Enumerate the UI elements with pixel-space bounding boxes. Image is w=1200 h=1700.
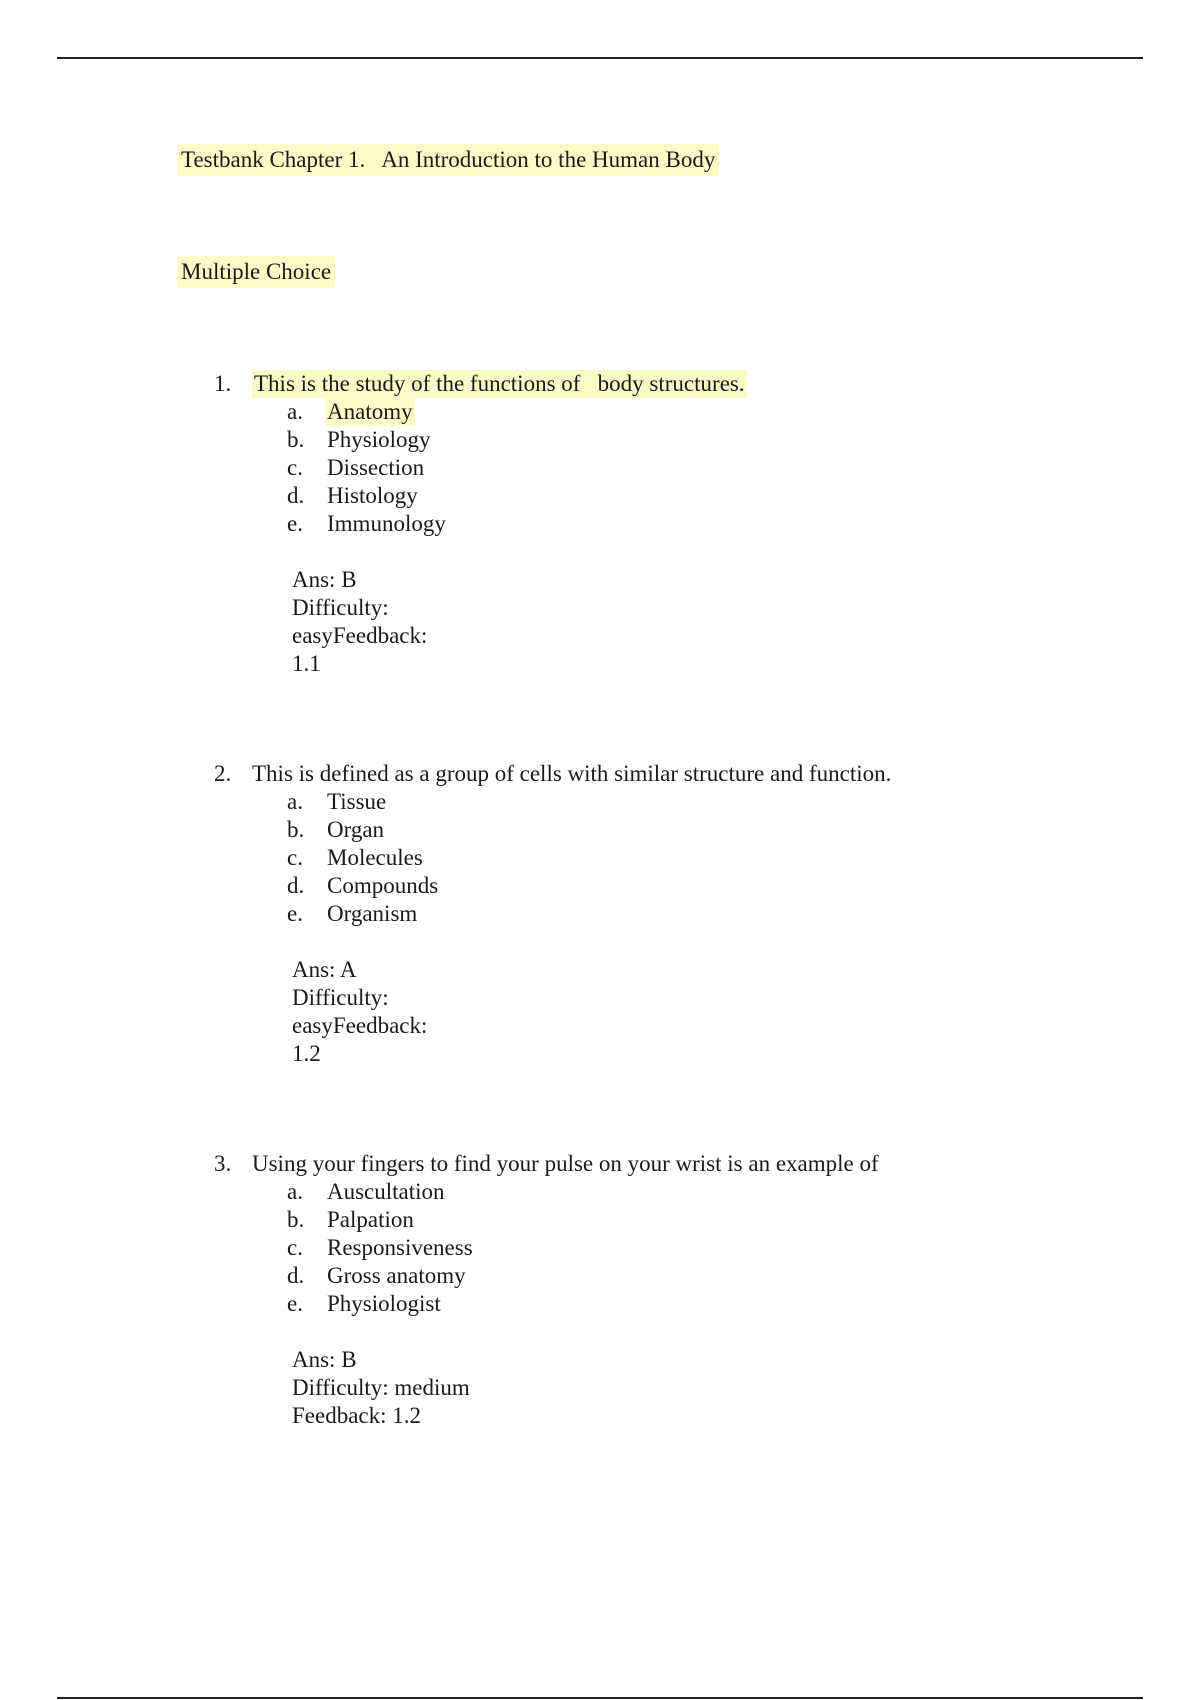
option-text: Anatomy [327, 399, 413, 424]
option-letter: a. [287, 789, 303, 814]
option-letter: e. [287, 901, 303, 926]
option-text: Histology [327, 483, 418, 508]
feedback-label: Feedback: 1.2 [292, 1403, 422, 1428]
question-text: Using your fingers to find your pulse on your wrist is an example of [252, 1151, 879, 1176]
question-number: 2. [214, 761, 232, 786]
difficulty-label: Difficulty: [292, 595, 389, 620]
question-2 [0, 760, 1200, 1068]
option-b [0, 816, 1200, 844]
option-a [0, 398, 1200, 426]
feedback-value: 1.1 [292, 651, 321, 676]
option-d [0, 1262, 1200, 1290]
option-text: Dissection [327, 455, 425, 480]
option-list [0, 788, 1200, 928]
answer-meta [0, 566, 1200, 678]
option-e [0, 510, 1200, 538]
bottom-rule [57, 1697, 1143, 1699]
question-text: This is defined as a group of cells with similar structure and function. [252, 761, 892, 786]
option-b [0, 1206, 1200, 1234]
option-list [0, 1178, 1200, 1318]
option-text: Auscultation [327, 1179, 445, 1204]
difficulty-label: Difficulty: [292, 985, 389, 1010]
section-heading: Multiple Choice [177, 256, 335, 288]
answer-meta [0, 956, 1200, 1068]
option-a [0, 788, 1200, 816]
answer-label: Ans: A [292, 957, 357, 982]
option-letter: a. [287, 1179, 303, 1204]
option-text: Tissue [327, 789, 387, 814]
answer-label: Ans: B [292, 567, 357, 592]
option-letter: a. [287, 399, 303, 424]
question-number: 3. [214, 1151, 232, 1176]
option-letter: b. [287, 1207, 305, 1232]
option-a [0, 1178, 1200, 1206]
option-text: Compounds [327, 873, 439, 898]
option-b [0, 426, 1200, 454]
question-text: This is the study of the functions of body structures. [254, 371, 745, 396]
option-letter: e. [287, 511, 303, 536]
option-text: Organism [327, 901, 418, 926]
difficulty-label: Difficulty: medium [292, 1375, 470, 1400]
option-text: Responsiveness [327, 1235, 473, 1260]
option-letter: e. [287, 1291, 303, 1316]
feedback-label: easyFeedback: [292, 1013, 428, 1038]
option-text: Organ [327, 817, 385, 842]
option-c [0, 1234, 1200, 1262]
question-1 [0, 370, 1200, 678]
question-3 [0, 1150, 1200, 1430]
option-e [0, 900, 1200, 928]
option-text: Physiologist [327, 1291, 441, 1316]
option-text: Immunology [327, 511, 446, 536]
option-text: Physiology [327, 427, 431, 452]
option-letter: b. [287, 427, 305, 452]
option-c [0, 844, 1200, 872]
option-letter: c. [287, 455, 303, 480]
answer-label: Ans: B [292, 1347, 357, 1372]
option-d [0, 482, 1200, 510]
option-letter: d. [287, 483, 305, 508]
option-letter: c. [287, 845, 303, 870]
option-letter: d. [287, 873, 305, 898]
document-title: Testbank Chapter 1. An Introduction to the Human Body [177, 144, 719, 176]
option-d [0, 872, 1200, 900]
option-text: Molecules [327, 845, 423, 870]
option-text: Gross anatomy [327, 1263, 466, 1288]
option-c [0, 454, 1200, 482]
option-e [0, 1290, 1200, 1318]
feedback-value: 1.2 [292, 1041, 321, 1066]
option-text: Palpation [327, 1207, 414, 1232]
question-number: 1. [214, 371, 232, 396]
option-letter: c. [287, 1235, 303, 1260]
option-letter: b. [287, 817, 305, 842]
feedback-label: easyFeedback: [292, 623, 428, 648]
answer-meta [0, 1346, 1200, 1430]
option-list [0, 398, 1200, 538]
option-letter: d. [287, 1263, 305, 1288]
